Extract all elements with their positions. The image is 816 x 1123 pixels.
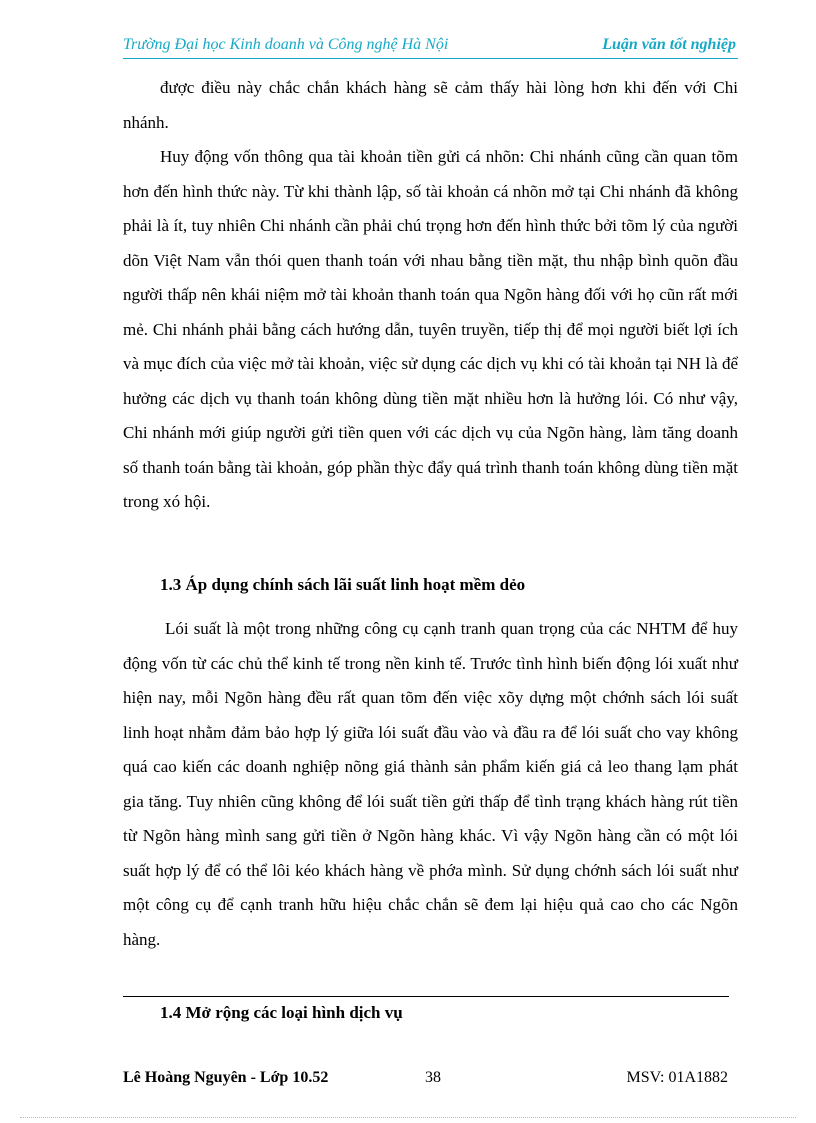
footer-page-number: 38	[425, 1069, 441, 1086]
footnote-rule	[123, 996, 729, 997]
section-heading-1-4: 1.4 Mở rộng các loại hình dịch vụ	[160, 1003, 403, 1022]
body-block-2	[123, 612, 738, 957]
header-divider	[123, 58, 738, 59]
footer-author: Lê Hoàng Nguyên - Lớp 10.52	[123, 1069, 329, 1086]
header-school-name: Trường Đại học Kinh doanh và Công nghệ Hà Nội	[123, 36, 449, 53]
header-thesis-label: Luận văn tốt nghiệp	[602, 36, 736, 53]
paragraph-personal-accounts: Huy động vốn thông qua tài khoản tiền gửi cá nhõn: Chi nhánh cũng cần quan tõm hơn đến hình thức này. Từ khi thành lập, số tài khoản cá nhõn mở tại Chi nhánh đã không phải là ít, tuy nhiên Chi nhánh cần phải chú trọng hơn đến hình thức bởi tõm lý của người dõn Việt Nam vẫn thói quen thanh toán với nhau bằng tiền mặt, thu nhập bình quõn đầu người thấp nên khái niệm mở tài khoản thanh toán qua Ngõn hàng đối với họ cũn rất mới mẻ. Chi nhánh phải bằng cách hướng dẫn, tuyên truyền, tiếp thị để mọi người biết lợi ích và mục đích của việc mở tài khoản, việc sử dụng các dịch vụ khi có tài khoản tại NH là để hưởng các dịch vụ thanh toán không dùng tiền mặt nhiều hơn là hưởng lói. Có như vậy, Chi nhánh mới giúp người gửi tiền quen với các dịch vụ của Ngõn hàng, làm tăng doanh số thanh toán bằng tài khoản, góp phần thỳc đẩy quá trình thanh toán không dùng tiền mặt trong xó hội.	[123, 147, 738, 511]
paragraph-continuation: được điều này chắc chắn khách hàng sẽ cảm thấy hài lòng hơn khi đến với Chi nhánh.	[123, 78, 738, 132]
paragraph-interest-rate: Lói suất là một trong những công cụ cạnh tranh quan trọng của các NHTM để huy động vốn từ các chủ thể kinh tế trong nền kinh tế. Trước tình hình biến động lói xuất như hiện nay, mỗi Ngõn hàng đều rất quan tõm đến việc xõy dựng một chớnh sách lói suất linh hoạt nhằm đảm bảo hợp lý giữa lói suất đầu vào và đầu ra để lói suất cho vay không quá cao kiến các doanh nghiệp nõng giá thành sản phẩm kiến giá cả leo thang lạm phát gia tăng. Tuy nhiên cũng không để lói suất tiền gửi thấp để tình trạng khách hàng rút tiền từ Ngõn hàng mình sang gửi tiền ở Ngõn hàng khác. Vì vậy Ngõn hàng cần có một lói suất hợp lý để có thể lôi kéo khách hàng về phớa mình. Sử dụng chớnh sách lói suất như một công cụ để cạnh tranh hữu hiệu chắc chắn sẽ đem lại hiệu quả cao cho các Ngõn hàng.	[123, 619, 738, 949]
footer-student-id: MSV: 01A1882	[626, 1069, 728, 1086]
section-heading-1-3: 1.3 Áp dụng chính sách lãi suất linh hoạt mềm dẻo	[160, 575, 526, 594]
body-block-1	[123, 71, 738, 520]
page-bottom-border	[20, 1117, 796, 1118]
